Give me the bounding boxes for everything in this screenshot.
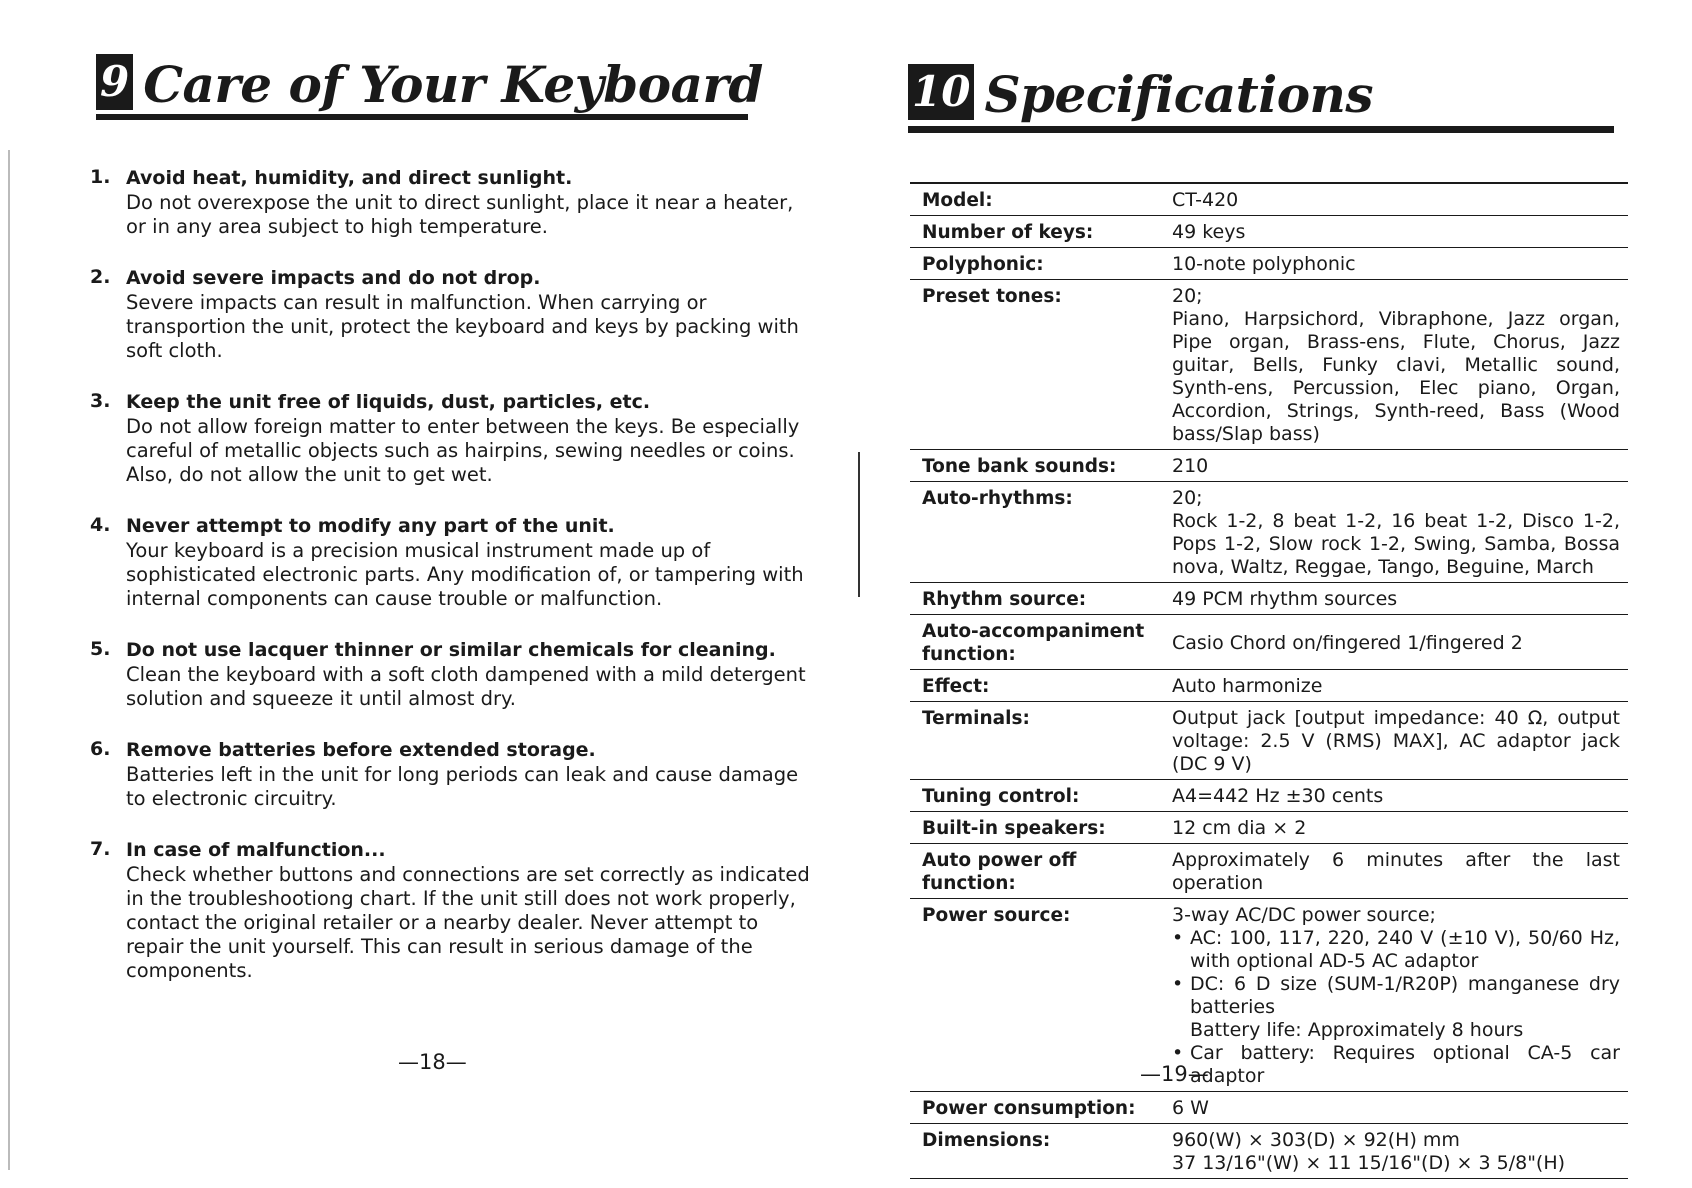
spec-label: Preset tones:	[910, 280, 1160, 450]
spec-row	[910, 670, 1628, 702]
item-heading: Avoid severe impacts and do not drop.	[126, 267, 541, 289]
power-car: • Car battery: Requires optional CA-5 car adaptor	[1172, 1042, 1620, 1088]
spec-label: Power source:	[910, 899, 1160, 1092]
spec-value: 10-note polyphonic	[1160, 248, 1628, 280]
item-text: Your keyboard is a precision musical instrument made up of sophisticated electronic parts. Any modification of, or tampering with internal components can cause trouble or malfunction.	[126, 539, 804, 610]
item-number: 1.	[90, 166, 111, 188]
preset-tone-list: Piano, Harpsichord, Vibraphone, Jazz organ, Pipe organ, Brass-ens, Flute, Chorus, Jazz guitar, Bells, Funky clavi, Metallic sound, Synth-ens, Percussion, Elec piano, Organ, Accordion, Strings, Synth-reed, Bass (Wood bass/Slap bass)	[1172, 308, 1620, 445]
spec-row	[910, 780, 1628, 812]
section-title: Specifications	[984, 65, 1374, 124]
item-text: Batteries left in the unit for long periods can leak and cause damage to electronic circuitry.	[126, 763, 799, 810]
item-heading: Keep the unit free of liquids, dust, particles, etc.	[126, 391, 651, 413]
item-number: 2.	[90, 266, 111, 288]
care-item	[90, 737, 812, 811]
spec-value: A4=442 Hz ±30 cents	[1160, 780, 1628, 812]
right-page	[846, 0, 1692, 1188]
title-rule	[96, 114, 748, 120]
care-item	[90, 513, 812, 611]
spec-label: Dimensions:	[910, 1124, 1160, 1179]
section-number-badge: 9	[96, 54, 133, 110]
spec-value	[1160, 899, 1628, 1092]
spec-row	[910, 583, 1628, 615]
spec-label: Polyphonic:	[910, 248, 1160, 280]
spec-value: Output jack [output impedance: 40 Ω, output voltage: 2.5 V (RMS) MAX], AC adaptor jack (DC 9 V)	[1160, 702, 1628, 780]
spec-row	[910, 844, 1628, 899]
item-heading: Do not use lacquer thinner or similar chemicals for cleaning.	[126, 639, 776, 661]
care-item	[90, 837, 812, 983]
power-source-list	[1172, 927, 1620, 1019]
item-text: Severe impacts can result in malfunction. When carrying or transportion the unit, protect the keyboard and keys by packing with soft cloth.	[126, 291, 799, 362]
spec-label: Terminals:	[910, 702, 1160, 780]
item-text: Do not allow foreign matter to enter between the keys. Be especially careful of metallic objects such as hairpins, sewing needles or coins. Also, do not allow the unit to get wet.	[126, 415, 800, 486]
spec-label: Auto-accompaniment function:	[910, 615, 1160, 670]
spec-row	[910, 280, 1628, 450]
item-heading: Remove batteries before extended storage.	[126, 739, 596, 761]
item-heading: Never attempt to modify any part of the unit.	[126, 515, 615, 537]
item-heading: In case of malfunction...	[126, 839, 386, 861]
power-ac: • AC: 100, 117, 220, 240 V (±10 V), 50/60 Hz, with optional AD-5 AC adaptor	[1172, 927, 1620, 973]
spec-label: Number of keys:	[910, 216, 1160, 248]
battery-life: Battery life: Approximately 8 hours	[1190, 1019, 1524, 1041]
spec-value: Approximately 6 minutes after the last operation	[1160, 844, 1628, 899]
spec-label: Model:	[910, 183, 1160, 216]
item-number: 5.	[90, 638, 111, 660]
dimensions-metric: 960(W) × 303(D) × 92(H) mm	[1172, 1129, 1460, 1151]
care-item	[90, 637, 812, 711]
rhythm-list: Rock 1-2, 8 beat 1-2, 16 beat 1-2, Disco 1-2, Pops 1-2, Slow rock 1-2, Swing, Samba, Bossa nova, Waltz, Reggae, Tango, Beguine, March	[1172, 510, 1620, 578]
section-number-badge: 10	[908, 64, 974, 120]
spec-row	[910, 615, 1628, 670]
power-car-list	[1172, 1042, 1620, 1088]
care-item	[90, 165, 812, 239]
care-item	[90, 265, 812, 363]
spec-row	[910, 1124, 1628, 1179]
spec-row	[910, 702, 1628, 780]
item-number: 4.	[90, 514, 111, 536]
spec-value: 210	[1160, 450, 1628, 482]
spec-label: Auto power off function:	[910, 844, 1160, 899]
spec-row	[910, 812, 1628, 844]
spec-value	[1160, 482, 1628, 583]
spec-value	[1160, 1124, 1628, 1179]
care-section-heading	[96, 54, 763, 114]
title-rule	[908, 126, 1614, 133]
spec-row	[910, 1092, 1628, 1124]
spec-row	[910, 899, 1628, 1092]
spec-value: Casio Chord on/fingered 1/fingered 2	[1160, 615, 1628, 670]
care-list	[90, 165, 812, 1009]
spec-value: 12 cm dia × 2	[1160, 812, 1628, 844]
power-source-intro: 3-way AC/DC power source;	[1172, 904, 1436, 926]
item-heading: Avoid heat, humidity, and direct sunlight.	[126, 167, 573, 189]
item-number: 3.	[90, 390, 111, 412]
spec-value: CT-420	[1160, 183, 1628, 216]
spec-row	[910, 248, 1628, 280]
spec-row	[910, 482, 1628, 583]
spec-label: Effect:	[910, 670, 1160, 702]
spec-label: Tone bank sounds:	[910, 450, 1160, 482]
spec-label: Tuning control:	[910, 780, 1160, 812]
spec-row	[910, 183, 1628, 216]
spec-table	[910, 182, 1628, 1179]
section-title: Care of Your Keyboard	[143, 55, 763, 114]
page-number: —19—	[1140, 1062, 1209, 1086]
spec-label: Auto-rhythms:	[910, 482, 1160, 583]
rhythm-count: 20;	[1172, 487, 1203, 509]
dimensions-imperial: 37 13/16"(W) × 11 15/16"(D) × 3 5/8"(H)	[1172, 1152, 1566, 1174]
item-number: 7.	[90, 838, 111, 860]
spec-value	[1160, 280, 1628, 450]
preset-tone-count: 20;	[1172, 285, 1203, 307]
power-dc: • DC: 6 D size (SUM-1/R20P) manganese dry batteries	[1172, 973, 1620, 1019]
spec-label: Rhythm source:	[910, 583, 1160, 615]
spec-section-heading	[908, 64, 1374, 124]
spec-label: Power consumption:	[910, 1092, 1160, 1124]
spec-value: Auto harmonize	[1160, 670, 1628, 702]
spec-value: 6 W	[1160, 1092, 1628, 1124]
spec-label: Built-in speakers:	[910, 812, 1160, 844]
item-text: Do not overexpose the unit to direct sunlight, place it near a heater, or in any area subject to high temperature.	[126, 191, 794, 238]
spec-value: 49 keys	[1160, 216, 1628, 248]
item-number: 6.	[90, 738, 111, 760]
care-item	[90, 389, 812, 487]
item-text: Check whether buttons and connections are set correctly as indicated in the troubleshootiong chart. If the unit still does not work properly, contact the original retailer or a nearby dealer. Never attempt to repair the unit yourself. This can result in serious damage of the components.	[126, 863, 810, 982]
spec-value: 49 PCM rhythm sources	[1160, 583, 1628, 615]
page-number: —18—	[398, 1050, 467, 1074]
item-text: Clean the keyboard with a soft cloth dampened with a mild detergent solution and squeeze it until almost dry.	[126, 663, 806, 710]
spec-row	[910, 216, 1628, 248]
spec-row	[910, 450, 1628, 482]
